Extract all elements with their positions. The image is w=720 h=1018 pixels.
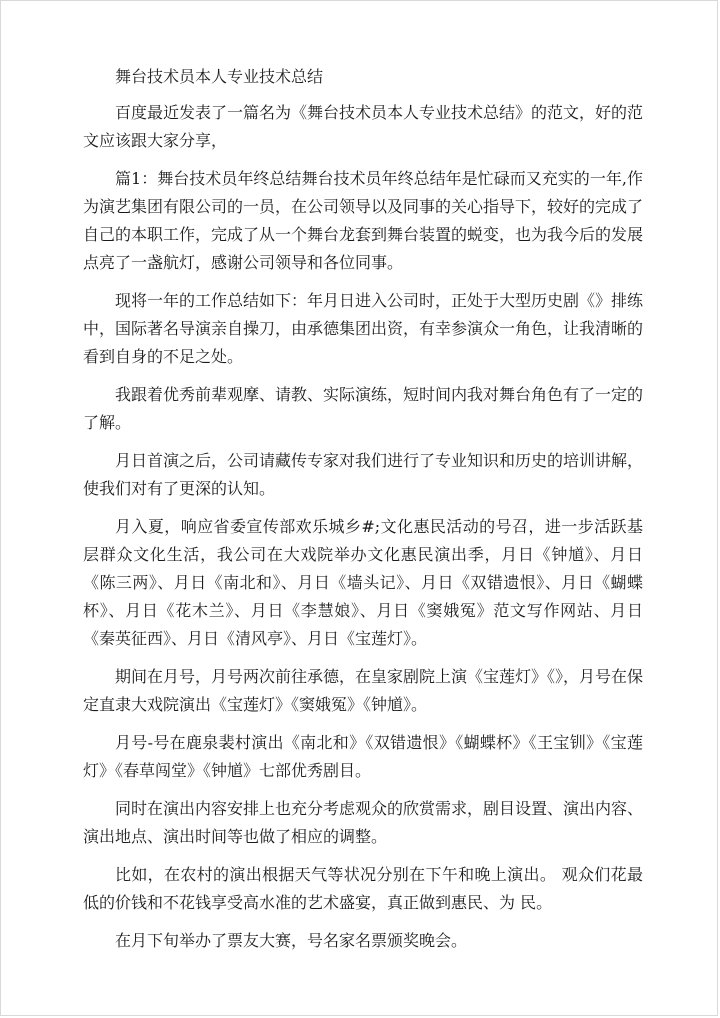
paragraph-rural-shows: 比如，在农村的演出根据天气等状况分别在下午和晚上演出。 观众们花最低的价钱和不花钱享受高水准的艺术盛宴，真正做到惠民、为 民。 [83, 865, 643, 912]
paragraph-learning: 我跟着优秀前辈观摩、请教、实际演练，短时间内我对舞台角色有了一定的了解。 [83, 385, 644, 432]
paragraph-fan-contest: 在月下旬举办了票友大赛，号名家名票颁奖晚会。 [115, 931, 468, 950]
paragraph-adjustments: 同时在演出内容安排上也充分考虑观众的欣赏需求，剧目设置、演出内容、演出地点、演出时间等也做了相应的调整。 [83, 799, 644, 846]
paragraph-performance-season: 月入夏，响应省委宣传部欢乐城乡#;文化惠民活动的号召，进一步活跃基层群众文化生活，我公司在大戏院举办文化惠民演出季，月日《钟馗》、月日《陈三两》、月日《南北和》、月日《墙头记》、月日《双错遗恨》、月日《蝴蝶杯》、月日《花木兰》、月日《李慧娘》、月日《窦娥冤》范文写作网站、月日《秦英征西》、月日《清风亭》、月日《宝莲灯》。 [83, 517, 643, 648]
document-title: 舞台技术员本人专业技术总结 [115, 67, 324, 86]
paragraph-intro: 百度最近发表了一篇名为《舞台技术员本人专业技术总结》的范文，好的范文应该跟大家分享， [83, 103, 644, 150]
paragraph-section-1: 篇1：舞台技术员年终总结舞台技术员年终总结年是忙碌而又充实的一年,作为演艺集团有限公司的一员，在公司领导以及同事的关心指导下，较好的完成了自己的本职工作，完成了从一个舞台龙套到舞台装置的蜕变，也为我今后的发展点亮了一盏航灯，感谢公司领导和各位同事。 [83, 169, 644, 272]
paragraph-summary-intro: 现将一年的工作总结如下：年月日进入公司时，正处于大型历史剧《》排练中，国际著名导演亲自操刀，由承德集团出资，有幸参演众一角色，让我清晰的看到自身的不足之处。 [83, 291, 644, 366]
paragraph-training: 月日首演之后，公司请藏传专家对我们进行了专业知识和历史的培训讲解，使我们对有了更深的认知。 [83, 451, 644, 498]
paragraph-luquan-tour: 月号-号在鹿泉裴村演出《南北和》《双错遗恨》《蝴蝶杯》《王宝钏》《宝莲灯》《春草闯堂》《钟馗》七部优秀剧目。 [83, 733, 643, 780]
paragraph-chengde-tour: 期间在月号，月号两次前往承德，在皇家剧院上演《宝莲灯》《》，月号在保定直隶大戏院演出《宝莲灯》《窦娥冤》《钟馗》。 [83, 667, 644, 714]
document-body [83, 63, 643, 965]
